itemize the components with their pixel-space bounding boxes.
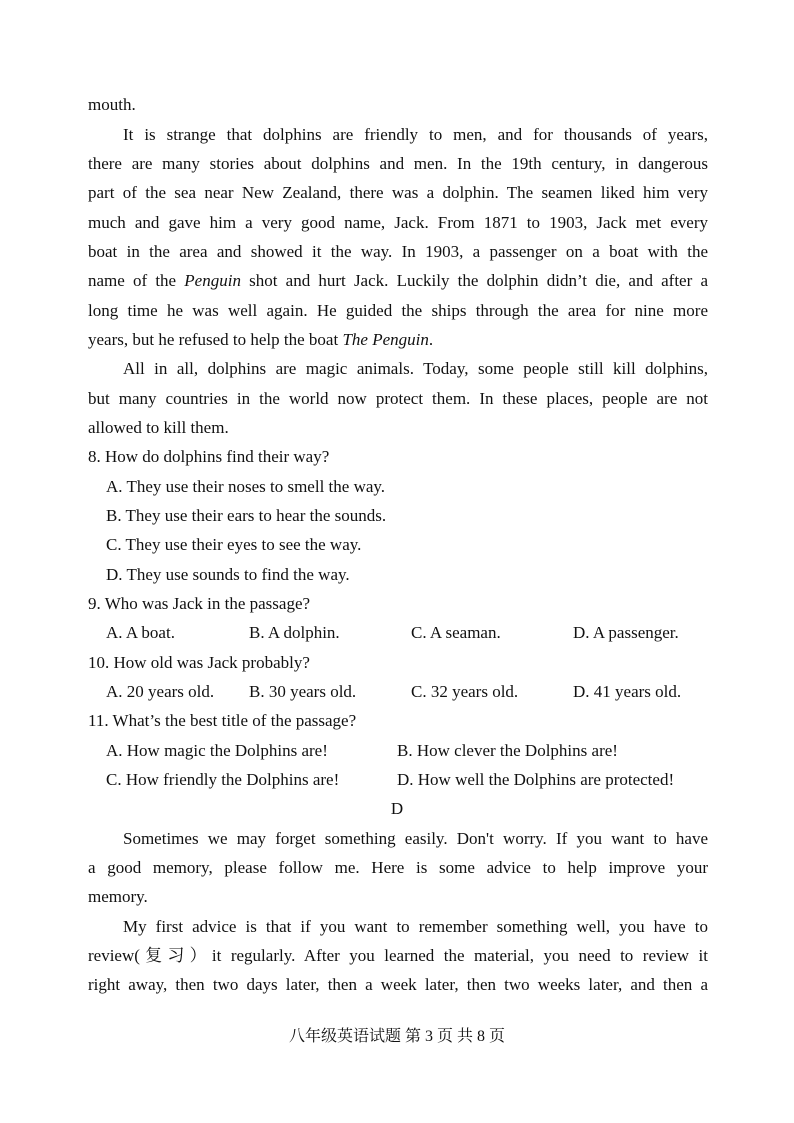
answer-option: C. 32 years old. [411,682,519,701]
question-stem: 11. What’s the best title of the passage? [88,711,357,730]
passage-text-line: part of the sea near New Zealand, there was a dolphin. The seamen liked him very [88,183,708,202]
answer-option: B. 30 years old. [249,682,357,701]
answer-option: A. How magic the Dolphins are! [106,741,328,760]
answer-option: D. How well the Dolphins are protected! [397,770,675,789]
text-segment: years, but he refused to help the boat [88,330,343,349]
answer-option: D. 41 years old. [573,682,682,701]
ship-name-italic: Penguin [184,271,241,290]
question-stem: 10. How old was Jack probably? [88,653,310,672]
passage-text-line: right away, then two days later, then a week later, then two weeks later, and then a [88,975,708,994]
passage-text-line: there are many stories about dolphins and men. In the 19th century, in dangerous [88,154,708,173]
text-segment: . [428,330,434,349]
passage-text-line: It is strange that dolphins are friendly to men, and for thousands of years, [123,125,708,144]
question-stem: 8. How do dolphins find their way? [88,447,330,466]
answer-option: A. 20 years old. [106,682,215,701]
answer-option: C. A seaman. [411,623,501,642]
passage-text-line: but many countries in the world now protect them. In these places, people are not [88,389,708,408]
answer-option: D. They use sounds to find the way. [106,565,350,584]
passage-text-line: much and gave him a very good name, Jack. From 1871 to 1903, Jack met every [88,213,708,232]
ship-name-italic: The Penguin [342,330,429,349]
answer-option: C. They use their eyes to see the way. [106,535,362,554]
passage-text-line [88,266,708,295]
page-footer: 八年级英语试题 第 3 页 共 8 页 [288,1028,505,1045]
answer-option: C. How friendly the Dolphins are! [106,770,340,789]
passage-text-line: My first advice is that if you want to remember something well, you have to [123,917,708,936]
answer-option: D. A passenger. [573,623,679,642]
section-heading: D [390,799,404,818]
passage-text-line: memory. [88,887,148,906]
answer-option: B. They use their ears to hear the sounds. [106,506,387,525]
answer-option: A. They use their noses to smell the way. [106,477,386,496]
passage-text-line: mouth. [88,95,136,114]
answer-option: B. A dolphin. [249,623,340,642]
text-segment: shot and hurt Jack. Luckily the dolphin didn’t die, and after a [240,271,708,290]
passage-text-line [88,325,433,354]
passage-text-line: a good memory, please follow me. Here is some advice to help improve your [88,858,708,877]
answer-option: A. A boat. [106,623,175,642]
answer-option: B. How clever the Dolphins are! [397,741,618,760]
passage-text-line: review(复习）it regularly. After you learned the material, you need to review it [88,946,708,965]
passage-text-line: boat in the area and showed it the way. In 1903, a passenger on a boat with the [88,242,708,261]
passage-text-line: long time he was well again. He guided the ships through the area for nine more [88,301,708,320]
text-segment: name of the [88,271,185,290]
passage-text-line: allowed to kill them. [88,418,229,437]
passage-text-line: All in all, dolphins are magic animals. Today, some people still kill dolphins, [123,359,708,378]
question-stem: 9. Who was Jack in the passage? [88,594,311,613]
passage-text-line: Sometimes we may forget something easily. Don't worry. If you want to have [123,829,708,848]
